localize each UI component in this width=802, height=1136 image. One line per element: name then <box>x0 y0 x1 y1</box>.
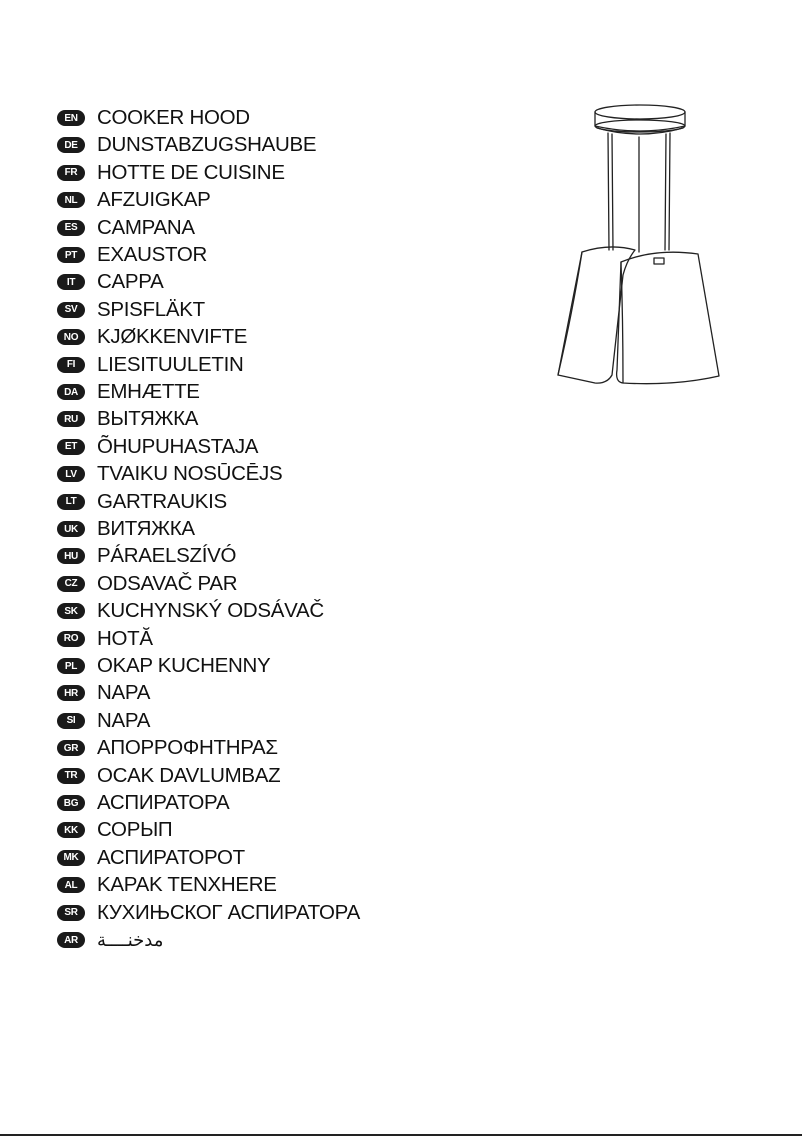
language-badge: KK <box>57 822 85 838</box>
language-row-ro <box>57 627 153 651</box>
language-row-kk <box>57 818 172 842</box>
language-row-mk <box>57 846 245 870</box>
language-badge: NL <box>57 192 85 208</box>
language-badge: RO <box>57 631 85 647</box>
product-name: СОРЫП <box>97 818 173 842</box>
language-badge: RU <box>57 411 85 427</box>
language-row-ar <box>57 928 163 952</box>
product-name: ÕHUPUHASTAJA <box>97 434 259 458</box>
product-name: АСПИРАТОРОТ <box>97 845 245 869</box>
product-name: DUNSTABZUGSHAUBE <box>97 133 317 157</box>
language-row-hr <box>57 681 150 705</box>
language-badge: ES <box>57 220 85 236</box>
product-name: KUCHYNSKÝ ODSÁVAČ <box>97 599 324 623</box>
product-name: مدخنــــة <box>97 929 164 951</box>
product-name: COOKER HOOD <box>97 106 250 129</box>
language-badge: PT <box>57 247 85 263</box>
language-badge: UK <box>57 521 85 537</box>
product-name: OCAK DAVLUMBAZ <box>97 763 281 787</box>
language-row-no <box>57 325 247 349</box>
language-row-de <box>57 133 316 157</box>
language-row-cz <box>57 572 237 596</box>
language-row-sr <box>57 901 360 925</box>
product-name: TVAIKU NOSŪCĒJS <box>97 462 283 486</box>
product-name: ODSAVAČ PAR <box>97 571 238 595</box>
language-row-tr <box>57 764 280 788</box>
product-name: OKAP KUCHENNY <box>97 654 271 677</box>
language-row-gr <box>57 736 278 760</box>
language-row-fr <box>57 161 285 185</box>
language-row-ru <box>57 407 198 431</box>
language-row-lv <box>57 462 282 486</box>
language-badge: FR <box>57 165 85 181</box>
language-row-sk <box>57 599 324 623</box>
product-name: HOTTE DE CUISINE <box>97 160 285 184</box>
language-badge: EN <box>57 110 85 126</box>
language-row-da <box>57 380 200 404</box>
product-name: АСПИРАТОРА <box>97 791 230 814</box>
product-name: CAMPANA <box>97 215 195 239</box>
language-badge: IT <box>57 274 85 290</box>
language-row-hu <box>57 544 236 568</box>
product-name: LIESITUULETIN <box>97 352 244 376</box>
language-badge: SK <box>57 603 85 619</box>
product-name: NAPA <box>97 708 151 732</box>
product-name: NAPA <box>97 681 151 705</box>
language-badge: SI <box>57 713 85 729</box>
product-name: HOTĂ <box>97 626 153 650</box>
language-badge: DE <box>57 137 85 153</box>
language-row-pt <box>57 243 207 267</box>
language-badge: LT <box>57 494 85 510</box>
language-badge: LV <box>57 466 85 482</box>
product-name: ВИТЯЖКА <box>97 517 195 540</box>
product-name: ΑΠΟΡΡΟΦΗΤΗΡΑΣ <box>97 736 278 760</box>
language-badge: AL <box>57 877 85 893</box>
product-name: KAPAK TENXHERE <box>97 873 277 897</box>
language-badge: ET <box>57 439 85 455</box>
language-row-nl <box>57 188 210 212</box>
language-badge: FI <box>57 357 85 373</box>
language-badge: AR <box>57 932 85 948</box>
product-name: PÁRAELSZÍVÓ <box>97 544 237 568</box>
language-row-uk <box>57 517 195 541</box>
language-badge: MK <box>57 850 85 866</box>
language-row-et <box>57 435 258 459</box>
product-name: GARTRAUKIS <box>97 489 227 513</box>
cooker-hood-icon <box>555 100 725 390</box>
product-name: AFZUIGKAP <box>97 188 211 212</box>
product-name: SPISFLÄKT <box>97 297 205 321</box>
language-badge: SV <box>57 302 85 318</box>
language-row-pl <box>57 654 270 678</box>
language-row-fi <box>57 353 243 377</box>
language-badge: PL <box>57 658 85 674</box>
language-badge: HU <box>57 548 85 564</box>
language-badge: CZ <box>57 576 85 592</box>
language-row-en <box>57 106 250 130</box>
product-name: КУХИЊСКОГ АСПИРАТОРА <box>97 900 360 924</box>
language-badge: DA <box>57 384 85 400</box>
language-badge: HR <box>57 685 85 701</box>
language-badge: BG <box>57 795 85 811</box>
language-badge: SR <box>57 905 85 921</box>
language-row-sv <box>57 298 205 322</box>
language-row-it <box>57 270 163 294</box>
language-badge: NO <box>57 329 85 345</box>
product-name: EXAUSTOR <box>97 243 207 266</box>
language-row-si <box>57 709 150 733</box>
product-name: CAPPA <box>97 270 164 294</box>
language-badge: GR <box>57 740 85 756</box>
product-name: EMHÆTTE <box>97 380 200 403</box>
product-name: KJØKKENVIFTE <box>97 325 248 349</box>
language-row-es <box>57 216 195 240</box>
language-badge: TR <box>57 768 85 784</box>
language-row-bg <box>57 791 229 815</box>
language-row-al <box>57 873 277 897</box>
language-row-lt <box>57 490 227 514</box>
product-name: ВЫТЯЖКА <box>97 407 199 431</box>
